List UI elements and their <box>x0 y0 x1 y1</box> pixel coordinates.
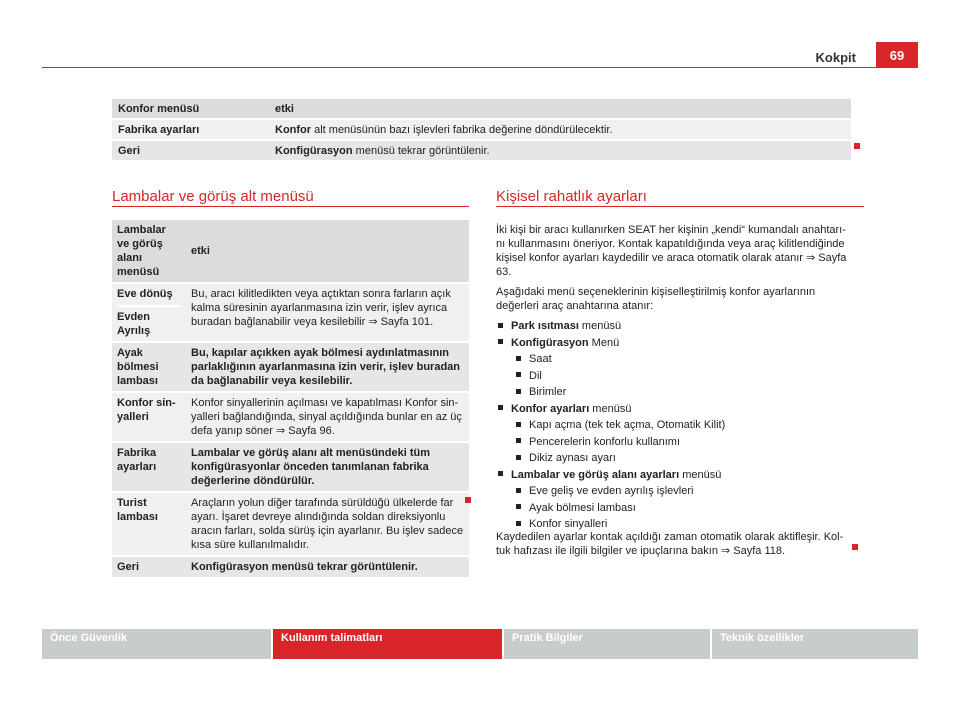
table-row <box>112 119 851 140</box>
paragraph-text: İki kişi bir aracı kullanırken SEAT her kişinin „kendi“ kumandalı anahtarını kullanmasını öneriyor. Kontak kapatıldığında veya araç kilitlendiğinde kişisel konfor ayarları kaydedilir ve araca otomatik olarak atanır ⇒ Sayfa 63. <box>496 224 847 278</box>
row-label: Fabrika ayarları <box>112 442 186 492</box>
row-text <box>186 442 469 492</box>
section-rule <box>496 206 864 207</box>
row-text: Bu, kapılar açıkken ayak bölmesi aydınlatmasının parlaklığının ayarlanmasına izin verir, işlev buradan da bağlanabilir veya kesilebilir. <box>186 342 469 392</box>
footer-nav <box>42 629 918 659</box>
bold-term: Lambalar ve görüş alanı ayarları <box>511 468 680 481</box>
list-item-text: menüsü <box>589 402 632 415</box>
list-item-text: Dikiz aynası ayarı <box>529 452 616 464</box>
list-item-text: Saat <box>529 353 552 365</box>
table-header-cell: etki <box>269 99 851 119</box>
list-item-text: menüsü <box>578 320 622 332</box>
section-title-lights: Lambalar ve görüş alt menüsü <box>112 188 314 205</box>
row-label: Konfor sinyalleri <box>112 392 186 442</box>
paragraph-text: Aşağıdaki menü seçeneklerinin kişiselleştirilmiş konfor ayarlarının değerleri araç anahtarına atanır: <box>496 286 816 312</box>
bullet-icon <box>516 438 521 443</box>
table-header-cell: etki <box>186 220 469 283</box>
bullet-icon <box>516 356 521 361</box>
bold-term: Konfigürasyon <box>275 144 353 157</box>
footer-tab-practical[interactable]: Pratik Bilgiler <box>504 629 710 659</box>
row-label: Fabrika ayarları <box>112 119 269 140</box>
row-text <box>269 119 851 140</box>
table-row <box>112 342 469 392</box>
table-header-cell: Konfor menüsü <box>112 99 269 119</box>
row-text-rest: menüsü tekrar görüntülenir. <box>268 561 418 573</box>
list-item <box>498 500 858 517</box>
section-title-personal: Kişisel rahatlık ayarları <box>496 188 647 205</box>
row-text-rest: alt menüsündeki tüm konfigürasyonlar önceden tanımlanan fabrika değerlerine döndürülür. <box>191 447 431 487</box>
list-item <box>498 318 858 335</box>
section-rule <box>112 206 469 207</box>
list-item <box>498 401 858 418</box>
list-item <box>498 335 858 352</box>
footer-tab-technical[interactable]: Teknik özellikler <box>712 629 918 659</box>
footer-tab-safety[interactable]: Önce Güvenlik <box>42 629 271 659</box>
paragraph-intro <box>496 223 851 279</box>
table-header-row <box>112 220 469 283</box>
bullet-icon <box>516 422 521 427</box>
row-text: Konfor sinyallerinin açılması ve kapatılması Konfor sinyalleri bağlandığında, sinyal açıldığında bunlar en az üç defa yanıp söner ⇒ Sayfa 96. <box>186 392 469 442</box>
bold-term: Konfor <box>275 123 312 136</box>
table-row <box>112 283 469 342</box>
row-text: Bu, aracı kilitledikten veya açtıktan sonra farların açık kalma süresinin ayarlanmasına izin verir, işlev ayrıca buradan bağlanabilir veya kesilebilir ⇒ Sayfa 101. <box>186 283 469 342</box>
list-item <box>498 434 858 451</box>
end-marker-icon <box>854 143 860 149</box>
paragraph-text: Kaydedilen ayarlar kontak açıldığı zaman otomatik olarak aktifleşir. Koltuk hafızası ile ilgili bilgiler ve ipuçlarına bakın ⇒ Sayfa 118. <box>496 531 844 557</box>
list-item <box>498 351 858 368</box>
row-label: Turist lambası <box>112 492 186 556</box>
table-header-cell: Lambalar ve görüş alanı menüsü <box>112 220 186 283</box>
row-label <box>112 283 186 342</box>
row-label: Ayak bölmesi lambası <box>112 342 186 392</box>
row-text <box>186 556 469 578</box>
list-item-text: Dil <box>529 369 542 382</box>
bullet-icon <box>516 504 521 509</box>
list-item <box>498 384 858 401</box>
row-text-rest: alt menüsünün bazı işlevleri fabrika değerine döndürülecektir. <box>311 123 613 136</box>
end-marker-icon <box>852 544 858 550</box>
paragraph-assign <box>496 285 851 313</box>
list-item-text: Menü <box>588 336 620 349</box>
footer-tab-instructions[interactable]: Kullanım talimatları <box>273 629 502 659</box>
list-item-text: Eve geliş ve evden ayrılış işlevleri <box>529 485 694 497</box>
list-item-text: Ayak bölmesi lambası <box>529 501 636 514</box>
bold-term: Konfor ayarları <box>511 402 590 415</box>
bullet-icon <box>516 389 521 394</box>
table-row <box>112 442 469 492</box>
bullet-icon <box>498 405 503 410</box>
table-row <box>112 392 469 442</box>
list-item-text: Pencerelerin konforlu kullanımı <box>529 435 681 448</box>
table-row <box>112 140 851 161</box>
bullet-icon <box>498 323 503 328</box>
comfort-menu-table <box>112 99 851 162</box>
bold-term: Lambalar ve görüş alanı <box>191 447 317 459</box>
settings-list <box>498 318 858 533</box>
list-item-text: Konfor sinyalleri <box>529 518 608 530</box>
bold-term: Konfigürasyon <box>191 561 269 573</box>
bold-term: Park ısıtması <box>511 320 579 332</box>
row-text <box>269 140 851 161</box>
bullet-icon <box>516 521 521 526</box>
end-marker-icon <box>465 497 471 503</box>
row-label: Geri <box>112 140 269 161</box>
list-item <box>498 417 858 434</box>
row-label-main: Eve dönüş <box>117 288 173 300</box>
list-item <box>498 467 858 484</box>
row-text-rest: menüsü tekrar görüntülenir. <box>352 144 490 157</box>
bullet-icon <box>498 471 503 476</box>
row-label: Geri <box>112 556 186 578</box>
list-item-text: Kapı açma (tek tek açma, Otomatik Kilit) <box>529 419 726 431</box>
header-rule <box>42 67 918 68</box>
lights-menu-table <box>112 220 469 579</box>
bullet-icon <box>516 455 521 460</box>
page-number: 69 <box>876 42 918 68</box>
row-text: Araçların yolun diğer tarafında sürüldüğü ülkelerde far ayarı. İşaret devreye alındığında soldan direksiyonlu aracın farları, solda sürüş için ayarlanır. Bu işlev sadece kısa süre kullanılmalıdır. <box>186 492 469 556</box>
bullet-icon <box>516 488 521 493</box>
chapter-title: Kokpit <box>815 50 856 65</box>
list-item <box>498 450 858 467</box>
list-item-text: menüsü <box>679 468 722 481</box>
table-row <box>112 556 469 578</box>
table-header-row <box>112 99 851 119</box>
bullet-icon <box>498 339 503 344</box>
list-item <box>498 368 858 385</box>
bullet-icon <box>516 372 521 377</box>
list-item <box>498 483 858 500</box>
bold-term: Konfigürasyon <box>511 336 589 349</box>
row-label-sub: Evden Ayrılış <box>117 305 181 338</box>
paragraph-closing <box>496 530 851 558</box>
list-item-text: Birimler <box>529 386 567 398</box>
table-row <box>112 492 469 556</box>
